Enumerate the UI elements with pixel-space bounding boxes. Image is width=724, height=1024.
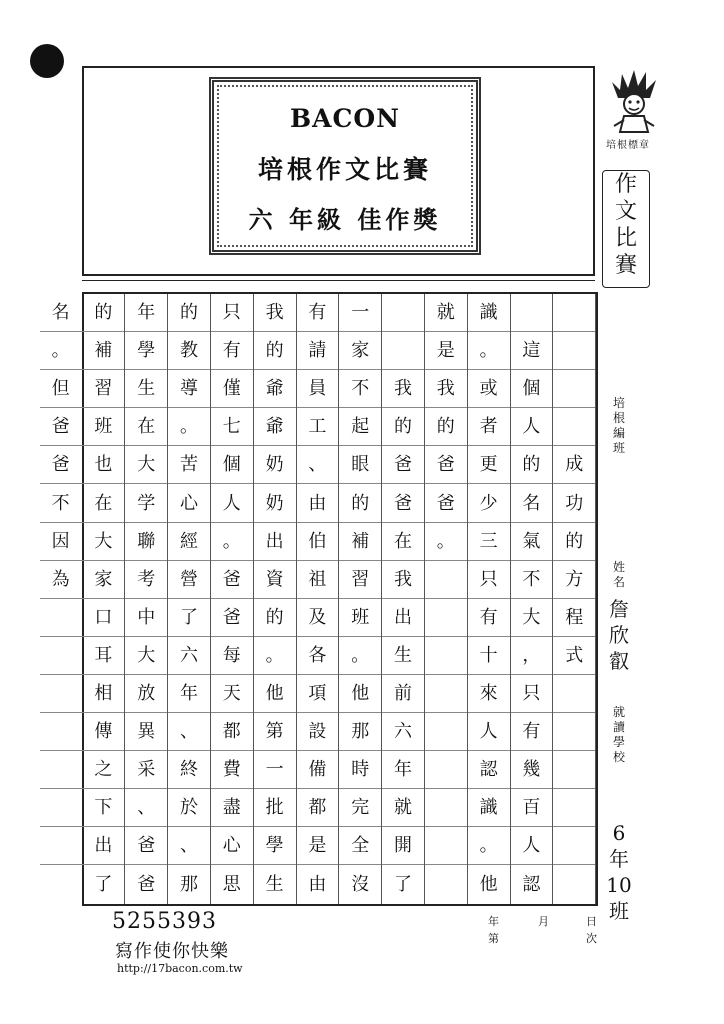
manuscript-cell xyxy=(382,294,424,332)
manuscript-cell: 那 xyxy=(180,873,198,895)
badge-char: 比 xyxy=(614,226,637,251)
manuscript-cell: 眼 xyxy=(339,446,381,484)
manuscript-cell: 相 xyxy=(82,675,124,713)
manuscript-cell xyxy=(425,827,467,865)
manuscript-column xyxy=(82,294,125,904)
manuscript-cell: 沒 xyxy=(351,873,370,895)
manuscript-cell: 有 xyxy=(211,332,253,370)
manuscript-cell xyxy=(425,789,467,827)
manuscript-cell: 那 xyxy=(339,713,381,751)
mascot-stamp-icon xyxy=(608,60,660,136)
manuscript-cell: 員 xyxy=(296,370,338,408)
manuscript-cell: 。 xyxy=(211,523,253,561)
manuscript-column xyxy=(468,294,511,904)
contest-badge xyxy=(602,170,650,288)
manuscript-cell: 備 xyxy=(296,751,338,789)
manuscript-cell: 一 xyxy=(254,751,296,789)
manuscript-cell: 項 xyxy=(296,675,338,713)
stamp-label: 培根標章 xyxy=(606,140,650,151)
manuscript-column xyxy=(211,294,254,904)
manuscript-cell: 了 xyxy=(394,873,412,895)
manuscript-cell: 六 xyxy=(382,713,424,751)
manuscript-cell: 不 xyxy=(339,370,381,408)
manuscript-cell: 人 xyxy=(211,485,253,523)
manuscript-cell xyxy=(425,637,467,675)
manuscript-cell xyxy=(40,713,82,751)
manuscript-cell xyxy=(425,599,467,637)
school-label: 就讀學校 xyxy=(612,705,625,764)
manuscript-cell: 只 xyxy=(510,675,552,713)
manuscript-cell: 只 xyxy=(211,294,253,332)
manuscript-cell: 教 xyxy=(168,332,210,370)
manuscript-cell: 口 xyxy=(82,599,124,637)
manuscript-cell: 個 xyxy=(211,446,253,484)
manuscript-cell: 出 xyxy=(82,827,124,865)
manuscript-cell: 他 xyxy=(339,675,381,713)
manuscript-cell: 更 xyxy=(468,446,510,484)
manuscript-cell: 伯 xyxy=(296,523,338,561)
manuscript-cell: 的 xyxy=(510,446,552,484)
manuscript-cell: 僅 xyxy=(211,370,253,408)
manuscript-cell: 終 xyxy=(168,751,210,789)
manuscript-cell: 識 xyxy=(468,294,510,332)
manuscript-cell: 只 xyxy=(468,561,510,599)
binder-hole xyxy=(30,44,64,78)
manuscript-cell: 人 xyxy=(510,827,552,865)
manuscript-cell: 在 xyxy=(382,523,424,561)
manuscript-cell xyxy=(553,294,595,332)
manuscript-cell: 功 xyxy=(553,485,595,523)
manuscript-column xyxy=(382,294,425,904)
manuscript-cell: 了 xyxy=(168,599,210,637)
manuscript-cell: 由 xyxy=(296,485,338,523)
manuscript-cell: 有 xyxy=(468,599,510,637)
manuscript-cell xyxy=(553,408,595,446)
award-frame xyxy=(209,77,481,255)
manuscript-cell: 爸 xyxy=(425,485,467,523)
manuscript-cell: 完 xyxy=(339,789,381,827)
manuscript-cell xyxy=(553,866,595,904)
manuscript-cell: 生 xyxy=(265,873,284,895)
manuscript-cell: 全 xyxy=(339,827,381,865)
manuscript-cell: 的 xyxy=(254,599,296,637)
manuscript-cell: 程 xyxy=(553,599,595,637)
manuscript-cell: 聯 xyxy=(125,523,167,561)
manuscript-cell xyxy=(510,294,552,332)
manuscript-cell: 爸 xyxy=(211,599,253,637)
manuscript-cell: 的 xyxy=(82,294,124,332)
times-label: 次 xyxy=(586,932,597,945)
manuscript-cell xyxy=(425,751,467,789)
manuscript-cell xyxy=(553,370,595,408)
manuscript-cell xyxy=(553,332,595,370)
manuscript-cell: 之 xyxy=(82,751,124,789)
manuscript-cell: 氣 xyxy=(510,523,552,561)
manuscript-cell: 生 xyxy=(382,637,424,675)
manuscript-cell: 批 xyxy=(254,789,296,827)
manuscript-cell: 班 xyxy=(82,408,124,446)
manuscript-cell: 在 xyxy=(125,408,167,446)
manuscript-cell: 每 xyxy=(211,637,253,675)
manuscript-cell: 前 xyxy=(382,675,424,713)
manuscript-cell xyxy=(553,789,595,827)
manuscript-cell xyxy=(425,713,467,751)
manuscript-cell: 及 xyxy=(296,599,338,637)
manuscript-cell: 我 xyxy=(254,294,296,332)
manuscript-cell xyxy=(40,637,82,675)
manuscript-cell: 或 xyxy=(468,370,510,408)
manuscript-cell: 人 xyxy=(468,713,510,751)
manuscript-cell: 。 xyxy=(339,637,381,675)
manuscript-cell xyxy=(40,675,82,713)
manuscript-cell: 爸 xyxy=(137,873,156,895)
manuscript-cell: 因 xyxy=(40,523,82,561)
manuscript-cell: 出 xyxy=(382,599,424,637)
manuscript-cell: 也 xyxy=(82,446,124,484)
manuscript-cell xyxy=(553,713,595,751)
manuscript-cell: 為 xyxy=(40,561,82,599)
manuscript-cell: 習 xyxy=(82,370,124,408)
manuscript-cell: 式 xyxy=(553,637,595,675)
manuscript-cell: 學 xyxy=(125,332,167,370)
month-label: 月 xyxy=(538,915,549,928)
manuscript-cell: 中 xyxy=(125,599,167,637)
manuscript-cell: 者 xyxy=(468,408,510,446)
manuscript-cell xyxy=(553,751,595,789)
manuscript-cell: 由 xyxy=(308,873,327,895)
manuscript-cell: 班 xyxy=(339,599,381,637)
manuscript-cell: 考 xyxy=(125,561,167,599)
manuscript-cell: ， xyxy=(510,637,552,675)
manuscript-grid xyxy=(51,292,598,906)
manuscript-cell: 。 xyxy=(254,637,296,675)
manuscript-cell: 異 xyxy=(125,713,167,751)
manuscript-cell: 了 xyxy=(94,873,113,895)
manuscript-cell: 思 xyxy=(222,873,241,895)
manuscript-cell: 的 xyxy=(339,485,381,523)
badge-char: 文 xyxy=(614,199,637,224)
manuscript-cell: 、 xyxy=(296,446,338,484)
manuscript-column xyxy=(339,294,382,904)
manuscript-cell xyxy=(382,332,424,370)
manuscript-cell: 我 xyxy=(382,370,424,408)
manuscript-cell: 認 xyxy=(468,751,510,789)
manuscript-cell: 有 xyxy=(296,294,338,332)
manuscript-cell: 三 xyxy=(468,523,510,561)
year-label: 年 xyxy=(488,915,499,928)
manuscript-cell: 、 xyxy=(168,827,210,865)
manuscript-cell: 。 xyxy=(168,408,210,446)
badge-char: 賽 xyxy=(614,253,637,278)
manuscript-cell: 。 xyxy=(468,332,510,370)
manuscript-cell: 年 xyxy=(168,675,210,713)
manuscript-cell: 他 xyxy=(254,675,296,713)
contest-title: 培根作文比賽 xyxy=(257,155,432,184)
manuscript-cell: 是 xyxy=(296,827,338,865)
manuscript-cell: 我 xyxy=(425,370,467,408)
manuscript-cell: 第 xyxy=(254,713,296,751)
manuscript-column xyxy=(425,294,468,904)
manuscript-cell xyxy=(40,751,82,789)
manuscript-cell xyxy=(553,675,595,713)
manuscript-cell: 識 xyxy=(468,789,510,827)
manuscript-cell: 但 xyxy=(40,370,82,408)
manuscript-cell: 習 xyxy=(339,561,381,599)
manuscript-cell: 學 xyxy=(254,827,296,865)
manuscript-cell: 各 xyxy=(296,637,338,675)
manuscript-column xyxy=(296,294,339,904)
slogan: 寫作使你快樂 xyxy=(115,941,229,962)
manuscript-cell: 這 xyxy=(510,332,552,370)
manuscript-cell xyxy=(425,561,467,599)
manuscript-cell: 補 xyxy=(339,523,381,561)
manuscript-cell: 有 xyxy=(510,713,552,751)
manuscript-cell: 少 xyxy=(468,485,510,523)
manuscript-cell xyxy=(425,866,467,904)
manuscript-cell: 百 xyxy=(510,789,552,827)
manuscript-cell: 爺 xyxy=(254,370,296,408)
manuscript-cell: 奶 xyxy=(254,446,296,484)
manuscript-cell: 是 xyxy=(425,332,467,370)
badge-char: 作 xyxy=(614,172,637,197)
manuscript-cell: 放 xyxy=(125,675,167,713)
manuscript-cell: 大 xyxy=(510,599,552,637)
manuscript-cell: 認 xyxy=(522,873,541,895)
manuscript-cell: 爸 xyxy=(425,446,467,484)
manuscript-cell: 的 xyxy=(382,408,424,446)
manuscript-cell: 工 xyxy=(296,408,338,446)
manuscript-cell: 就 xyxy=(425,294,467,332)
manuscript-cell: 耳 xyxy=(82,637,124,675)
entry-number: 5255393 xyxy=(112,909,217,934)
manuscript-cell xyxy=(40,827,82,865)
manuscript-column xyxy=(553,294,596,904)
manuscript-cell: 年 xyxy=(125,294,167,332)
manuscript-cell: 時 xyxy=(339,751,381,789)
manuscript-cell xyxy=(40,599,82,637)
manuscript-cell: 設 xyxy=(296,713,338,751)
manuscript-cell: 資 xyxy=(254,561,296,599)
manuscript-cell: 盡 xyxy=(211,789,253,827)
manuscript-cell: 心 xyxy=(168,485,210,523)
manuscript-cell: 的 xyxy=(553,523,595,561)
manuscript-cell: 的 xyxy=(425,408,467,446)
manuscript-cell: 來 xyxy=(468,675,510,713)
manuscript-cell: 我 xyxy=(382,561,424,599)
manuscript-cell: 学 xyxy=(125,485,167,523)
manuscript-column xyxy=(168,294,211,904)
name-value: 詹欣叡 xyxy=(609,597,629,673)
manuscript-cell: 爺 xyxy=(254,408,296,446)
manuscript-cell: 家 xyxy=(82,561,124,599)
manuscript-cell: 生 xyxy=(125,370,167,408)
manuscript-cell: 。 xyxy=(40,332,82,370)
school-value: 6年10班 xyxy=(606,821,632,923)
manuscript-cell: 爸 xyxy=(382,485,424,523)
manuscript-cell: 出 xyxy=(254,523,296,561)
manuscript-cell xyxy=(40,789,82,827)
manuscript-cell: 費 xyxy=(211,751,253,789)
manuscript-cell: 方 xyxy=(553,561,595,599)
manuscript-cell xyxy=(40,866,82,904)
manuscript-cell: 營 xyxy=(168,561,210,599)
manuscript-cell: 傳 xyxy=(82,713,124,751)
manuscript-cell: 下 xyxy=(82,789,124,827)
manuscript-cell: 的 xyxy=(168,294,210,332)
manuscript-cell: 於 xyxy=(168,789,210,827)
website-link[interactable]: http://17bacon.com.tw xyxy=(117,962,243,975)
manuscript-cell: 經 xyxy=(168,523,210,561)
manuscript-cell xyxy=(553,827,595,865)
manuscript-cell: 七 xyxy=(211,408,253,446)
manuscript-cell: 開 xyxy=(382,827,424,865)
manuscript-cell: 請 xyxy=(296,332,338,370)
class-label: 培根編班 xyxy=(612,396,625,455)
manuscript-cell: 不 xyxy=(510,561,552,599)
manuscript-cell: 。 xyxy=(425,523,467,561)
manuscript-cell: 都 xyxy=(296,789,338,827)
manuscript-cell: 爸 xyxy=(382,446,424,484)
manuscript-cell: 祖 xyxy=(296,561,338,599)
manuscript-cell: 成 xyxy=(553,446,595,484)
manuscript-cell: 就 xyxy=(382,789,424,827)
manuscript-cell: 人 xyxy=(510,408,552,446)
name-label: 姓名 xyxy=(612,560,625,589)
manuscript-cell xyxy=(425,675,467,713)
manuscript-cell: 、 xyxy=(125,789,167,827)
manuscript-cell: 苦 xyxy=(168,446,210,484)
day-label: 日 xyxy=(586,915,597,928)
manuscript-cell: 爸 xyxy=(211,561,253,599)
manuscript-cell: 心 xyxy=(211,827,253,865)
manuscript-cell: 在 xyxy=(82,485,124,523)
manuscript-cell: 家 xyxy=(339,332,381,370)
manuscript-column xyxy=(125,294,168,904)
manuscript-cell: 奶 xyxy=(254,485,296,523)
manuscript-column xyxy=(40,294,83,904)
manuscript-cell: 年 xyxy=(382,751,424,789)
manuscript-column xyxy=(510,294,553,904)
manuscript-cell: 補 xyxy=(82,332,124,370)
manuscript-cell: 大 xyxy=(125,637,167,675)
manuscript-cell: 他 xyxy=(479,873,498,895)
header-divider xyxy=(82,280,595,281)
brand-title: BACON xyxy=(289,104,401,133)
manuscript-cell: 大 xyxy=(125,446,167,484)
manuscript-cell: 幾 xyxy=(510,751,552,789)
manuscript-cell: 的 xyxy=(254,332,296,370)
manuscript-cell: 天 xyxy=(211,675,253,713)
manuscript-cell: 、 xyxy=(168,713,210,751)
manuscript-cell: 名 xyxy=(40,294,82,332)
manuscript-cell: 大 xyxy=(82,523,124,561)
manuscript-cell: 爸 xyxy=(40,408,82,446)
manuscript-cell: 導 xyxy=(168,370,210,408)
manuscript-cell: 爸 xyxy=(40,446,82,484)
manuscript-cell: 。 xyxy=(468,827,510,865)
manuscript-cell: 都 xyxy=(211,713,253,751)
award-title: 六 年級 佳作獎 xyxy=(248,205,442,234)
manuscript-cell: 名 xyxy=(510,485,552,523)
manuscript-cell: 采 xyxy=(125,751,167,789)
no-label: 第 xyxy=(488,932,499,945)
manuscript-column xyxy=(254,294,297,904)
manuscript-cell: 個 xyxy=(510,370,552,408)
manuscript-cell: 起 xyxy=(339,408,381,446)
manuscript-cell: 爸 xyxy=(125,827,167,865)
manuscript-cell: 一 xyxy=(339,294,381,332)
manuscript-cell: 六 xyxy=(168,637,210,675)
manuscript-cell: 不 xyxy=(40,485,82,523)
manuscript-cell: 十 xyxy=(468,637,510,675)
